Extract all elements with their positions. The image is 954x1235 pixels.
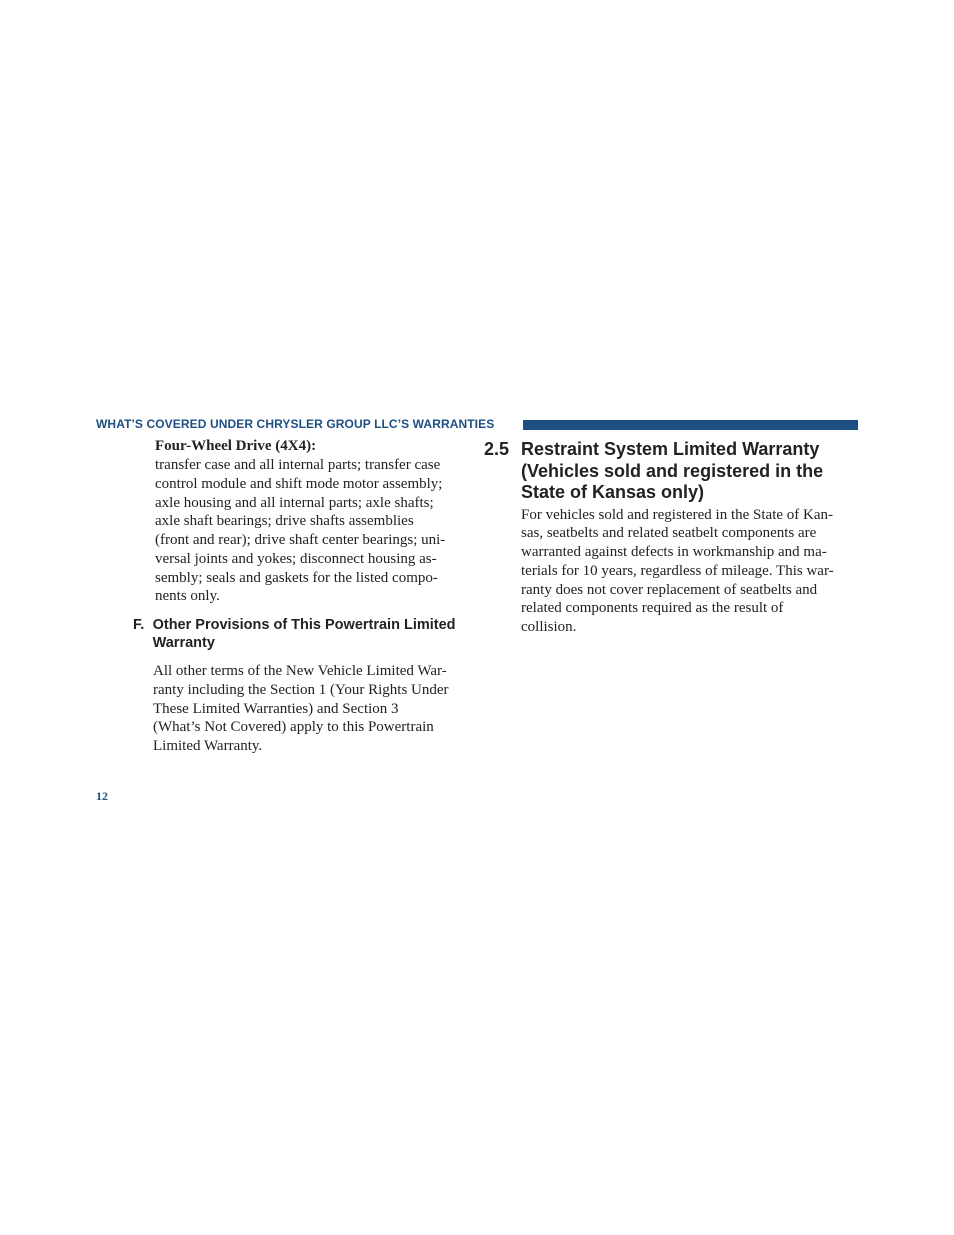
section-f-body: All other terms of the New Vehicle Limited War- ranty including the Section 1 (Your Rights Under These Limited Warranties) and Section 3 (What’s Not Covered) apply to this Powertrain Limited Warranty. bbox=[153, 663, 449, 754]
section-f-letter: F. bbox=[133, 617, 145, 633]
section-f-heading bbox=[96, 616, 476, 652]
section-2-5-body: For vehicles sold and registered in the State of Kan- sas, seatbelts and related seatbelt components are warranted against defects in workmanship and ma- terials for 10 years, regardless of mileage. This war- ranty does not cover replacement of seatbelts and related components required as the result of collision. bbox=[521, 506, 834, 635]
right-column bbox=[484, 439, 864, 637]
running-header-title: WHAT’S COVERED UNDER CHRYSLER GROUP LLC’S WARRANTIES bbox=[96, 417, 495, 431]
section-2-5-title: Restraint System Limited Warranty (Vehicles sold and registered in the State of Kansas only) bbox=[521, 439, 824, 502]
section-2-5-number: 2.5 bbox=[484, 439, 510, 459]
four-wheel-drive-heading: Four-Wheel Drive (4X4): bbox=[155, 438, 317, 454]
page-number: 12 bbox=[96, 789, 108, 803]
header-accent-bar bbox=[523, 420, 858, 430]
four-wheel-drive-parts-text: transfer case and all internal parts; transfer case control module and shift mode motor assembly; axle housing and all internal parts; axle shafts; axle shaft bearings; drive shafts assemblies (front and rear); drive shaft center bearings; uni- versal joints and yokes; disconnect housing as- sembly; seals and gaskets for the listed compo- nents only. bbox=[155, 457, 446, 605]
left-column bbox=[96, 437, 476, 756]
section-2-5-heading bbox=[484, 439, 864, 504]
section-f-title: Other Provisions of This Powertrain Limited Warranty bbox=[152, 617, 456, 651]
